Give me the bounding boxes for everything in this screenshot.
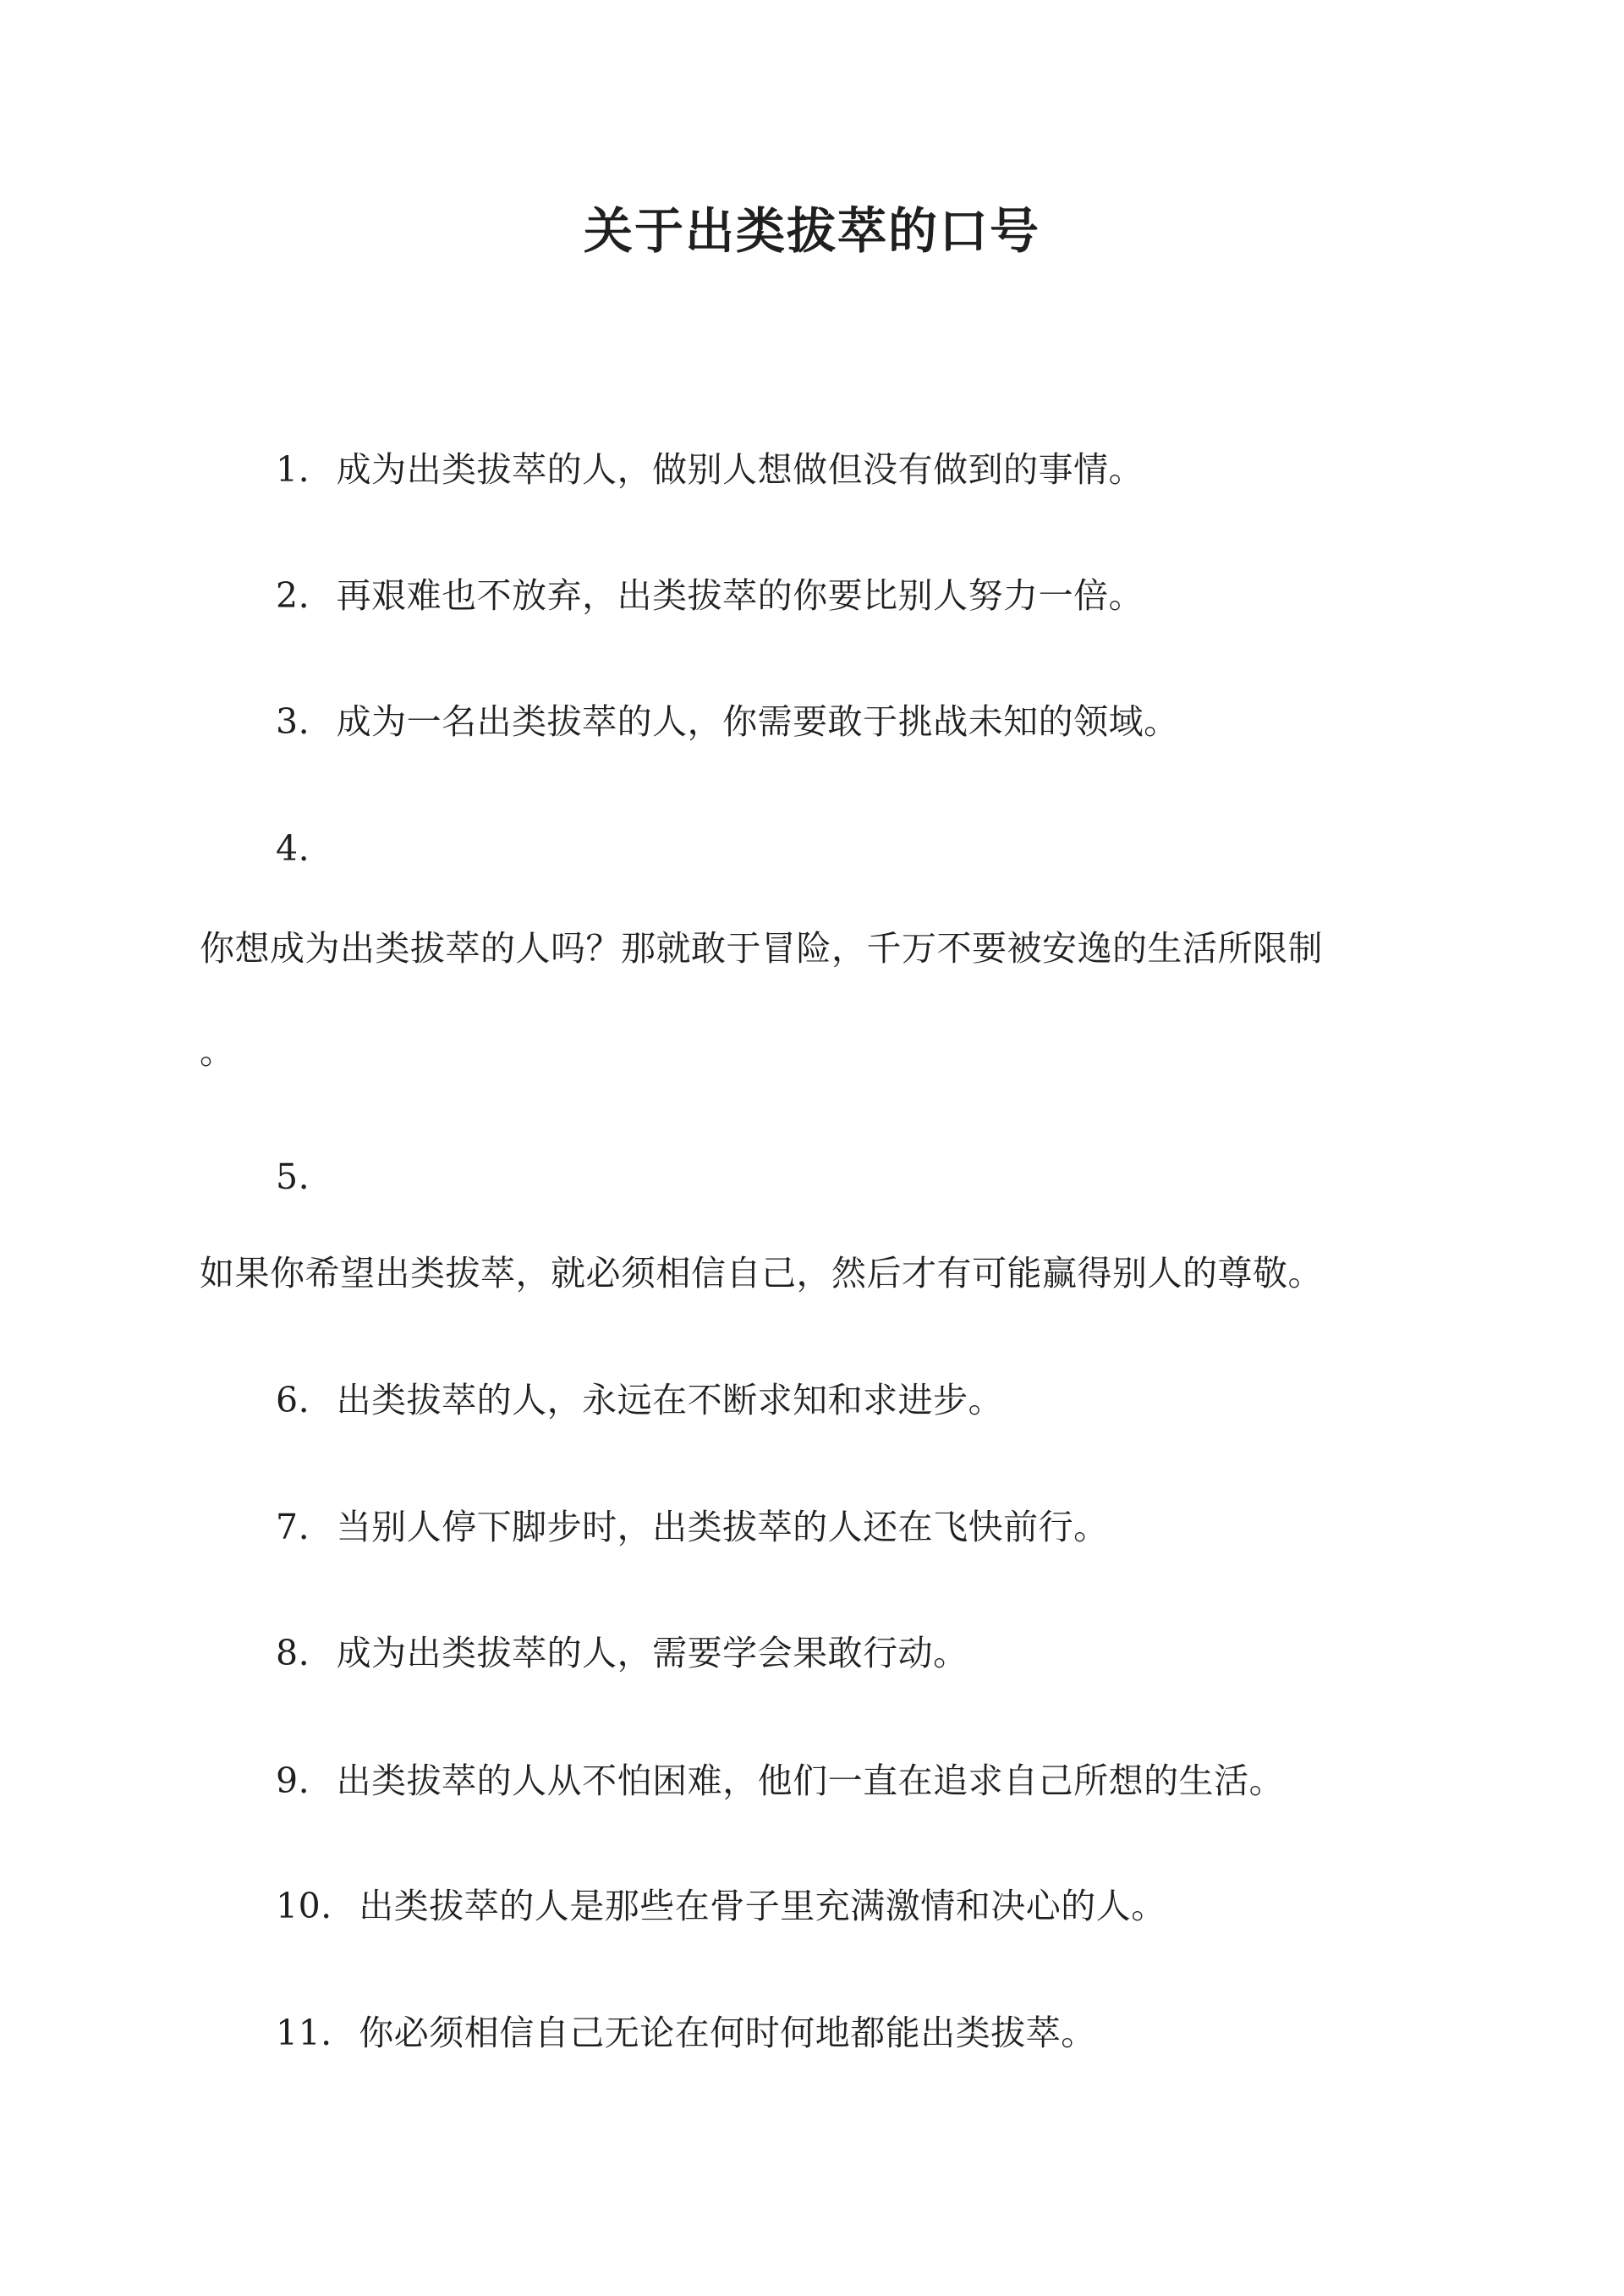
list-item xyxy=(276,700,1179,743)
item-text: 你必须相信自己无论在何时何地都能出类拔萃。 xyxy=(359,2013,1096,2053)
list-item xyxy=(276,1885,1166,1927)
item-number: 4. xyxy=(276,828,310,869)
item-text: 当别人停下脚步时，出类拔萃的人还在飞快前行。 xyxy=(336,1507,1109,1547)
item-text: 成为一名出类拔萃的人，你需要敢于挑战未知的领域。 xyxy=(336,701,1179,742)
item-text: 你想成为出类拔萃的人吗？那就敢于冒险，千万不要被安逸的生活所限制 xyxy=(200,928,1323,969)
item-number: 6. xyxy=(276,1380,310,1420)
item-text: 成为出类拔萃的人，需要学会果敢行动。 xyxy=(336,1633,968,1673)
list-item xyxy=(276,1506,1109,1548)
item-number: 7. xyxy=(276,1507,310,1547)
item-text: 如果你希望出类拔萃，就必须相信自己，然后才有可能赢得别人的尊敬。 xyxy=(200,1253,1323,1294)
item-text: 成为出类拔萃的人，做别人想做但没有做到的事情。 xyxy=(336,449,1144,490)
list-item xyxy=(276,1632,968,1674)
item-text: 再艰难也不放弃，出类拔萃的你要比别人努力一倍。 xyxy=(336,575,1144,616)
list-item xyxy=(276,574,1144,617)
item-number: 10. xyxy=(276,1886,332,1926)
list-item xyxy=(276,1760,1284,1802)
item-text: 出类拔萃的人是那些在骨子里充满激情和决心的人。 xyxy=(359,1886,1166,1926)
item-number: 2. xyxy=(276,575,310,616)
item-number: 11. xyxy=(276,2013,332,2053)
item-number: 1. xyxy=(276,449,310,490)
item-text-continuation: 。 xyxy=(200,1031,235,1072)
item-number: 8. xyxy=(276,1633,310,1673)
item-number: 9. xyxy=(276,1760,310,1801)
item-number: 5. xyxy=(276,1156,310,1197)
item-text: 出类拔萃的人，永远在不断求知和求进步。 xyxy=(336,1380,1004,1420)
item-number: 3. xyxy=(276,701,310,742)
list-item xyxy=(276,448,1144,491)
list-item xyxy=(276,2012,1096,2054)
item-text: 出类拔萃的人从不怕困难，他们一直在追求自己所想的生活。 xyxy=(336,1760,1285,1801)
list-item xyxy=(276,1379,1003,1421)
document-title: 关于出类拔萃的口号 xyxy=(583,202,1040,260)
